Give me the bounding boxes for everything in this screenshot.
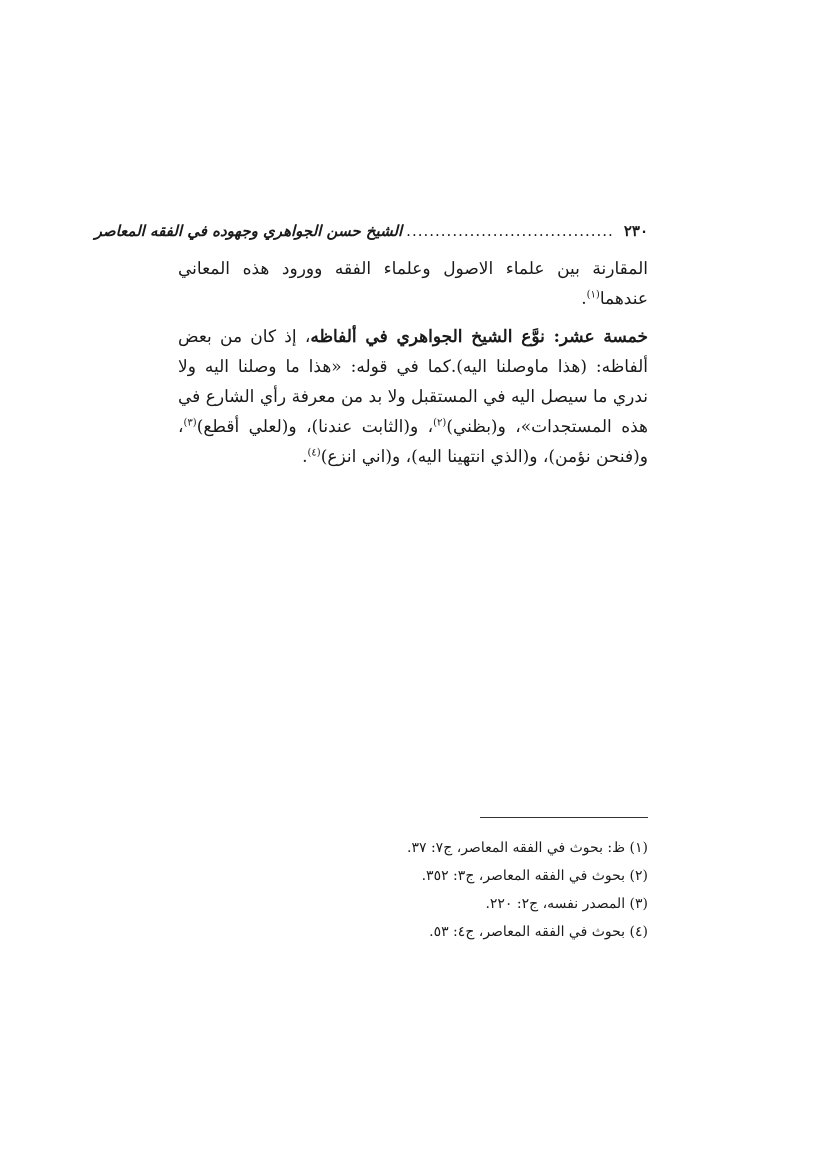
paragraph-2-text-3: ، و(فنحن نؤمن)، و(الذي انتهينا اليه)، و(اني انزع) (178, 417, 648, 467)
paragraph-1-text: المقارنة بين علماء الاصول وعلماء الفقه وورود هذه المعاني عندهما (178, 259, 648, 309)
paragraph-2 (178, 322, 648, 472)
paragraph-2-text-2: ، و(الثابت عندنا)، و(لعلي أقطع) (196, 417, 434, 437)
footnote-4: (٤) بحوث في الفقه المعاصر، ج٤: ٥٣. (429, 924, 648, 940)
footnote-ref-3: (٣) (183, 417, 197, 429)
paragraph-2-end: . (302, 447, 308, 467)
paragraph-1 (178, 254, 648, 314)
body-text (178, 254, 648, 472)
footnote-2: (٢) بحوث في الفقه المعاصر، ج٣: ٣٥٢. (421, 868, 648, 884)
paragraph-2-lead-b: نوَّع الشيخ الجواهري في ألفاظه (310, 327, 545, 347)
footnote-ref-1: (١) (586, 289, 600, 301)
paragraph-2-lead-a: خمسة عشر (559, 327, 648, 347)
footnote-ref-2: (٢) (433, 417, 447, 429)
footnotes (178, 834, 648, 946)
footnote-divider (480, 817, 648, 818)
paragraph-2-separator: : (544, 327, 560, 347)
footnote-1: (١) ظ: بحوث في الفقه المعاصر، ج٧: ٣٧. (407, 840, 648, 856)
footnote-ref-4: (٤) (307, 447, 321, 459)
paragraph-2-text-1: ، إذ كان من بعض ألفاظه: (هذا ماوصلنا اليه).كما في قوله: «هذا ما وصلنا اليه ولا ندري ما سيصل اليه في المستقبل ولا بد من معرفة رأي الشارع في هذه المستجدات»، و(بظني) (178, 327, 648, 437)
page-number: ٢٣٠ (623, 222, 648, 240)
footnote-3: (٣) المصدر نفسه، ج٢: ٢٢٠. (485, 896, 648, 912)
header-leader-dots: .................................... (406, 222, 614, 240)
header-title: الشيخ حسن الجواهري وجهوده في الفقه المعاصر (94, 222, 403, 240)
running-header (94, 220, 648, 242)
paragraph-1-end: . (581, 289, 587, 309)
